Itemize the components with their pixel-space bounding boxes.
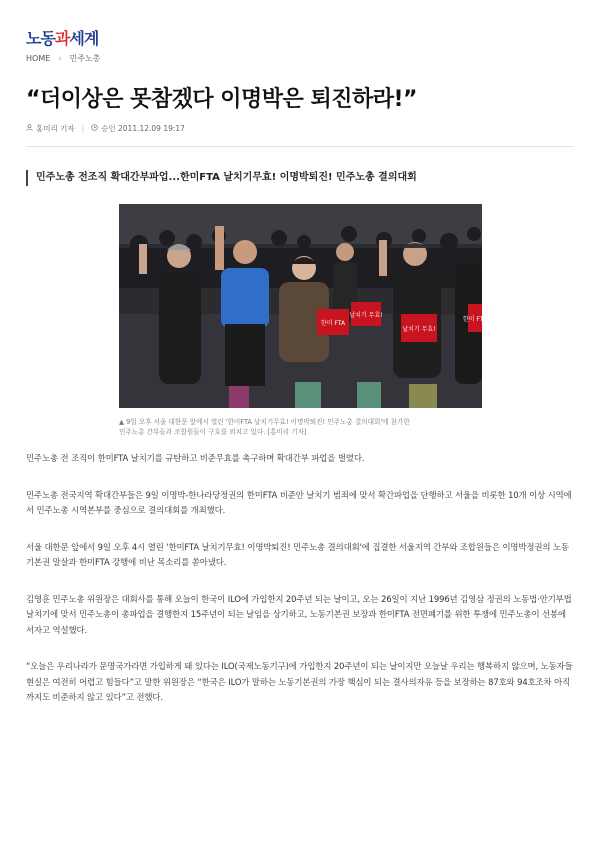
article-body — [26, 451, 574, 727]
site-logo[interactable] — [26, 26, 98, 49]
logo-text-3: 세계 — [69, 29, 99, 48]
protest-sign-text: 한미 FTA — [462, 316, 488, 323]
paragraph-3: 서울 대한문 앞에서 9일 오후 4시 열린 '한미FTA 날치기무효! 이명박퇴진! 민주노총 결의대회'에 집결한 서울지역 간부와 조합원들은 이명박정권의 노동기본권 말살과 한미FTA 강행에 비난 목소리를 쏟아냈다. — [26, 541, 569, 567]
breadcrumb-home[interactable]: HOME — [26, 54, 51, 63]
caption-line-2: 민주노총 간부들과 조합원들이 구호를 외치고 있다. [홍미리 기자] — [119, 428, 307, 436]
clock-icon — [91, 124, 98, 133]
protest-sign-text: 한미 FTA — [320, 320, 346, 327]
protest-sign-text: 날치기 무효! — [349, 312, 383, 319]
meta-divider: | — [81, 124, 85, 133]
header-divider — [26, 146, 574, 147]
breadcrumb-section[interactable]: 민주노총 — [69, 54, 101, 63]
protest-sign-text: 날치기 무효! — [402, 326, 436, 333]
breadcrumb-separator-icon: › — [58, 54, 62, 63]
photo-caption — [119, 417, 482, 437]
paragraph-1: 민주노총 전 조직이 한미FTA 날치기를 규탄하고 비준무효를 촉구하며 확대간부 파업을 벌였다. — [26, 453, 365, 463]
paragraph-5: “오늘은 우리나라가 문명국가라면 가입하게 돼 있다는 ILO(국제노동기구)에 가입한지 20주년이 되는 날이지만 오늘날 우리는 행복하지 않으며, 노동자들 현실은 여전히 어렵고 힘들다”고 말한 위원장은 “한국은 ILO가 말하는 노동기본권의 가장 핵심이 되는 결사의자유 등을 보장하는 87호와 94호조차 아직까지도 비준하지 않고 있다”고 전했다. — [26, 661, 573, 702]
paragraph-4: 김영훈 민주노총 위원장은 대회사를 통해 오늘이 한국이 ILO에 가입한지 20주년 되는 날이고, 오는 26일이 지난 1996년 김영삼 정권의 노동법·안기부법 날치기에 맞서 민주노총이 총파업을 결행한지 15주년이 되는 날임을 상기하고, 노동기본권 보장과 한미FTA 전면폐기를 위한 투쟁에 민주노총이 선봉에 서자고 역설했다. — [26, 593, 572, 635]
rally-photo-illustration — [119, 204, 488, 408]
caption-line-1: ▲ 9일 오후 서울 대한문 앞에서 열린 '한미FTA 날치기무효! 이명박퇴진! 민주노총 결의대회'에 참가한 — [119, 418, 410, 426]
logo-text-2: 과 — [54, 29, 70, 48]
article-meta — [26, 123, 185, 134]
article-date: 승인 2011.12.09 19:17 — [101, 124, 185, 133]
paragraph-2: 민주노총 전국지역 확대간부들은 9일 이명박-한나라당정권의 한미FTA 비준안 날치기 범죄에 맞서 확간파업을 단행하고 서울을 비롯한 10개 이상 시역에서 민주노총 시역본부를 중심으로 결의대회를 개최했다. — [26, 489, 572, 515]
logo-text-1: 노동 — [26, 29, 55, 48]
article-subhead: 민주노총 전조직 확대간부파업...한미FTA 날치기무효! 이명박퇴진! 민주노총 결의대회 — [26, 170, 417, 186]
article-title: “더이상은 못참겠다 이명박은 퇴진하라!” — [26, 87, 417, 112]
person-icon — [26, 124, 33, 133]
breadcrumb — [26, 53, 100, 64]
article-photo[interactable] — [119, 204, 488, 408]
article-author[interactable]: 홍미리 기자 — [36, 124, 75, 133]
